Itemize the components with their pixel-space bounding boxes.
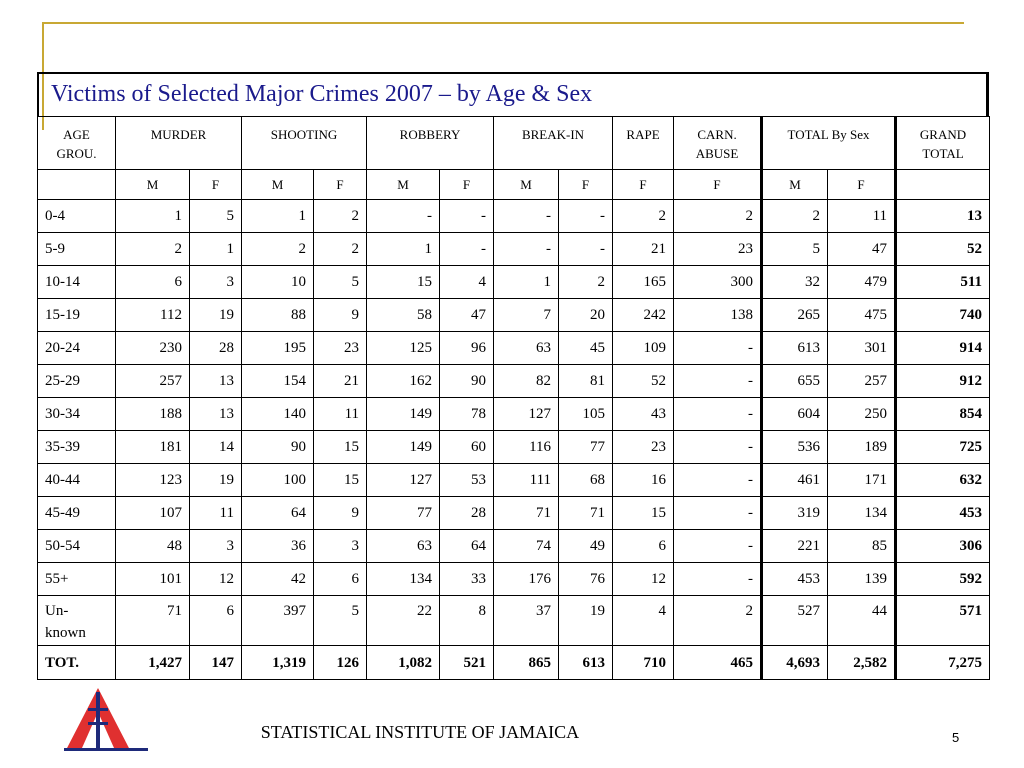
value-cell: 2 — [242, 233, 314, 266]
value-cell: 149 — [367, 398, 440, 431]
value-cell: 13 — [190, 398, 242, 431]
age-group-cell: Un- known — [38, 596, 116, 646]
value-cell: 13 — [190, 365, 242, 398]
grand-total-cell: 13 — [896, 200, 990, 233]
grand-total-cell: 52 — [896, 233, 990, 266]
value-cell: 60 — [440, 431, 494, 464]
value-cell: 88 — [242, 299, 314, 332]
value-cell: 23 — [314, 332, 367, 365]
header-break-in: BREAK-IN — [494, 117, 613, 170]
value-cell: 181 — [116, 431, 190, 464]
age-group-cell: 10-14 — [38, 266, 116, 299]
value-cell: 536 — [762, 431, 828, 464]
subheader-sex-label: F — [190, 170, 242, 200]
header-carnal-abuse: CARN. ABUSE — [674, 117, 762, 170]
total-value-cell: 613 — [559, 646, 613, 680]
value-cell: 37 — [494, 596, 559, 646]
value-cell: 64 — [242, 497, 314, 530]
total-value-cell: 1,319 — [242, 646, 314, 680]
value-cell: 112 — [116, 299, 190, 332]
table-row — [38, 233, 990, 266]
table-row — [38, 332, 990, 365]
header-robbery: ROBBERY — [367, 117, 494, 170]
value-cell: 221 — [762, 530, 828, 563]
age-group-cell: 35-39 — [38, 431, 116, 464]
value-cell: 189 — [828, 431, 896, 464]
total-value-cell: 126 — [314, 646, 367, 680]
value-cell: 7 — [494, 299, 559, 332]
subheader-sex-label: F — [674, 170, 762, 200]
value-cell: 171 — [828, 464, 896, 497]
value-cell: 12 — [613, 563, 674, 596]
value-cell: 6 — [190, 596, 242, 646]
value-cell: 10 — [242, 266, 314, 299]
total-row — [38, 646, 990, 680]
total-value-cell: 710 — [613, 646, 674, 680]
value-cell: 2 — [314, 233, 367, 266]
value-cell: 613 — [762, 332, 828, 365]
total-value-cell: 2,582 — [828, 646, 896, 680]
grand-total-cell: 592 — [896, 563, 990, 596]
value-cell: 242 — [613, 299, 674, 332]
value-cell: 81 — [559, 365, 613, 398]
value-cell: 6 — [116, 266, 190, 299]
value-cell: 20 — [559, 299, 613, 332]
subheader-sex-label: M — [494, 170, 559, 200]
grand-total-cell: 571 — [896, 596, 990, 646]
age-group-cell: 45-49 — [38, 497, 116, 530]
value-cell: 71 — [494, 497, 559, 530]
value-cell: - — [494, 200, 559, 233]
total-value-cell: 865 — [494, 646, 559, 680]
value-cell: 2 — [116, 233, 190, 266]
value-cell: 1 — [190, 233, 242, 266]
value-cell: - — [440, 200, 494, 233]
subheader-sex-label: F — [440, 170, 494, 200]
value-cell: 125 — [367, 332, 440, 365]
table-row — [38, 431, 990, 464]
table-row — [38, 464, 990, 497]
value-cell: 149 — [367, 431, 440, 464]
slide-frame-top-line — [43, 22, 964, 24]
value-cell: 3 — [190, 530, 242, 563]
value-cell: 82 — [494, 365, 559, 398]
value-cell: 14 — [190, 431, 242, 464]
value-cell: 42 — [242, 563, 314, 596]
value-cell: 300 — [674, 266, 762, 299]
value-cell: - — [674, 431, 762, 464]
value-cell: 109 — [613, 332, 674, 365]
value-cell: 49 — [559, 530, 613, 563]
value-cell: 47 — [440, 299, 494, 332]
value-cell: 47 — [828, 233, 896, 266]
grand-total-cell: 511 — [896, 266, 990, 299]
value-cell: 5 — [762, 233, 828, 266]
value-cell: 16 — [613, 464, 674, 497]
total-label-cell: TOT. — [38, 646, 116, 680]
age-group-cell: 50-54 — [38, 530, 116, 563]
total-value-cell: 521 — [440, 646, 494, 680]
grand-total-cell: 306 — [896, 530, 990, 563]
value-cell: 90 — [242, 431, 314, 464]
subheader-sex-label: M — [762, 170, 828, 200]
table-row — [38, 398, 990, 431]
grand-total-cell: 725 — [896, 431, 990, 464]
value-cell: 527 — [762, 596, 828, 646]
value-cell: 63 — [367, 530, 440, 563]
value-cell: 6 — [613, 530, 674, 563]
age-group-cell: 40-44 — [38, 464, 116, 497]
value-cell: 134 — [828, 497, 896, 530]
total-value-cell: 465 — [674, 646, 762, 680]
value-cell: 85 — [828, 530, 896, 563]
grand-total-overall-cell: 7,275 — [896, 646, 990, 680]
value-cell: 140 — [242, 398, 314, 431]
value-cell: 90 — [440, 365, 494, 398]
value-cell: 52 — [613, 365, 674, 398]
value-cell: 123 — [116, 464, 190, 497]
value-cell: 15 — [314, 464, 367, 497]
value-cell: 1 — [242, 200, 314, 233]
value-cell: 5 — [314, 596, 367, 646]
value-cell: 44 — [828, 596, 896, 646]
value-cell: 604 — [762, 398, 828, 431]
grand-total-cell: 912 — [896, 365, 990, 398]
value-cell: 21 — [613, 233, 674, 266]
subheader-blank — [38, 170, 116, 200]
value-cell: 230 — [116, 332, 190, 365]
value-cell: 165 — [613, 266, 674, 299]
value-cell: 1 — [116, 200, 190, 233]
table-row — [38, 365, 990, 398]
table-row — [38, 497, 990, 530]
subheader-sex-label: F — [613, 170, 674, 200]
header-total-by-sex: TOTAL By Sex — [762, 117, 896, 170]
value-cell: 176 — [494, 563, 559, 596]
age-group-cell: 55+ — [38, 563, 116, 596]
value-cell: 116 — [494, 431, 559, 464]
subheader-sex-label: M — [116, 170, 190, 200]
value-cell: - — [367, 200, 440, 233]
value-cell: 2 — [674, 596, 762, 646]
value-cell: - — [559, 200, 613, 233]
total-value-cell: 147 — [190, 646, 242, 680]
value-cell: 5 — [190, 200, 242, 233]
value-cell: 188 — [116, 398, 190, 431]
crime-victims-table — [37, 116, 990, 680]
value-cell: 195 — [242, 332, 314, 365]
value-cell: 36 — [242, 530, 314, 563]
value-cell: 453 — [762, 563, 828, 596]
value-cell: 2 — [314, 200, 367, 233]
value-cell: 96 — [440, 332, 494, 365]
value-cell: 11 — [314, 398, 367, 431]
value-cell: 71 — [559, 497, 613, 530]
value-cell: 77 — [367, 497, 440, 530]
value-cell: - — [674, 530, 762, 563]
value-cell: 19 — [559, 596, 613, 646]
value-cell: 33 — [440, 563, 494, 596]
value-cell: 127 — [367, 464, 440, 497]
value-cell: 9 — [314, 299, 367, 332]
table-row — [38, 299, 990, 332]
value-cell: 28 — [440, 497, 494, 530]
value-cell: 21 — [314, 365, 367, 398]
subheader-sex-label: F — [314, 170, 367, 200]
value-cell: 2 — [613, 200, 674, 233]
value-cell: 479 — [828, 266, 896, 299]
grand-total-cell: 453 — [896, 497, 990, 530]
total-value-cell: 1,427 — [116, 646, 190, 680]
header-murder: MURDER — [116, 117, 242, 170]
value-cell: 68 — [559, 464, 613, 497]
age-group-cell: 20-24 — [38, 332, 116, 365]
header-shooting: SHOOTING — [242, 117, 367, 170]
value-cell: 15 — [613, 497, 674, 530]
grand-total-cell: 854 — [896, 398, 990, 431]
age-group-cell: 30-34 — [38, 398, 116, 431]
table-row — [38, 563, 990, 596]
header-grand-total: GRAND TOTAL — [896, 117, 990, 170]
value-cell: 53 — [440, 464, 494, 497]
value-cell: 3 — [314, 530, 367, 563]
age-group-cell: 15-19 — [38, 299, 116, 332]
value-cell: 76 — [559, 563, 613, 596]
value-cell: 11 — [828, 200, 896, 233]
value-cell: 58 — [367, 299, 440, 332]
value-cell: 19 — [190, 299, 242, 332]
value-cell: - — [494, 233, 559, 266]
table-row — [38, 596, 990, 646]
value-cell: - — [674, 332, 762, 365]
value-cell: 22 — [367, 596, 440, 646]
value-cell: 3 — [190, 266, 242, 299]
value-cell: 319 — [762, 497, 828, 530]
table-row — [38, 530, 990, 563]
value-cell: 15 — [314, 431, 367, 464]
value-cell: - — [559, 233, 613, 266]
value-cell: 250 — [828, 398, 896, 431]
total-value-cell: 4,693 — [762, 646, 828, 680]
value-cell: 5 — [314, 266, 367, 299]
value-cell: 111 — [494, 464, 559, 497]
value-cell: 2 — [674, 200, 762, 233]
total-value-cell: 1,082 — [367, 646, 440, 680]
value-cell: - — [674, 497, 762, 530]
value-cell: 101 — [116, 563, 190, 596]
table-title: Victims of Selected Major Crimes 2007 – by Age & Sex — [51, 81, 593, 107]
value-cell: 162 — [367, 365, 440, 398]
value-cell: 63 — [494, 332, 559, 365]
subheader-sex-label: M — [242, 170, 314, 200]
value-cell: 71 — [116, 596, 190, 646]
value-cell: 15 — [367, 266, 440, 299]
header-rape: RAPE — [613, 117, 674, 170]
page-number: 5 — [952, 730, 960, 745]
value-cell: 23 — [674, 233, 762, 266]
value-cell: 397 — [242, 596, 314, 646]
value-cell: - — [674, 398, 762, 431]
age-group-cell: 0-4 — [38, 200, 116, 233]
value-cell: 154 — [242, 365, 314, 398]
value-cell: 19 — [190, 464, 242, 497]
value-cell: 2 — [559, 266, 613, 299]
value-cell: 257 — [116, 365, 190, 398]
grand-total-cell: 632 — [896, 464, 990, 497]
value-cell: 12 — [190, 563, 242, 596]
value-cell: 9 — [314, 497, 367, 530]
value-cell: 64 — [440, 530, 494, 563]
footer-organization: STATISTICAL INSTITUTE OF JAMAICA — [260, 722, 580, 742]
value-cell: 1 — [494, 266, 559, 299]
value-cell: 100 — [242, 464, 314, 497]
value-cell: 45 — [559, 332, 613, 365]
age-group-cell: 5-9 — [38, 233, 116, 266]
value-cell: 11 — [190, 497, 242, 530]
value-cell: 8 — [440, 596, 494, 646]
value-cell: 48 — [116, 530, 190, 563]
subheader-sex-label: M — [367, 170, 440, 200]
value-cell: - — [674, 464, 762, 497]
value-cell: 301 — [828, 332, 896, 365]
value-cell: 77 — [559, 431, 613, 464]
value-cell: 43 — [613, 398, 674, 431]
value-cell: 107 — [116, 497, 190, 530]
value-cell: 139 — [828, 563, 896, 596]
value-cell: 257 — [828, 365, 896, 398]
table-row — [38, 200, 990, 233]
value-cell: 461 — [762, 464, 828, 497]
grand-total-cell: 740 — [896, 299, 990, 332]
grand-total-cell: 914 — [896, 332, 990, 365]
age-group-cell: 25-29 — [38, 365, 116, 398]
value-cell: 134 — [367, 563, 440, 596]
table-title-box — [37, 72, 989, 116]
value-cell: - — [674, 563, 762, 596]
subheader-sex-label: F — [559, 170, 613, 200]
subheader-blank — [896, 170, 990, 200]
value-cell: 32 — [762, 266, 828, 299]
header-age-group: AGE GROU. — [38, 117, 116, 170]
value-cell: - — [440, 233, 494, 266]
value-cell: 4 — [613, 596, 674, 646]
value-cell: 2 — [762, 200, 828, 233]
value-cell: 23 — [613, 431, 674, 464]
header-row — [38, 117, 990, 170]
value-cell: 74 — [494, 530, 559, 563]
table-row — [38, 266, 990, 299]
value-cell: 475 — [828, 299, 896, 332]
value-cell: 28 — [190, 332, 242, 365]
value-cell: 1 — [367, 233, 440, 266]
value-cell: 4 — [440, 266, 494, 299]
value-cell: 6 — [314, 563, 367, 596]
subheader-sex-label: F — [828, 170, 896, 200]
value-cell: 78 — [440, 398, 494, 431]
value-cell: 265 — [762, 299, 828, 332]
value-cell: 655 — [762, 365, 828, 398]
sex-subheader-row — [38, 170, 990, 200]
value-cell: 105 — [559, 398, 613, 431]
value-cell: 138 — [674, 299, 762, 332]
value-cell: - — [674, 365, 762, 398]
value-cell: 127 — [494, 398, 559, 431]
